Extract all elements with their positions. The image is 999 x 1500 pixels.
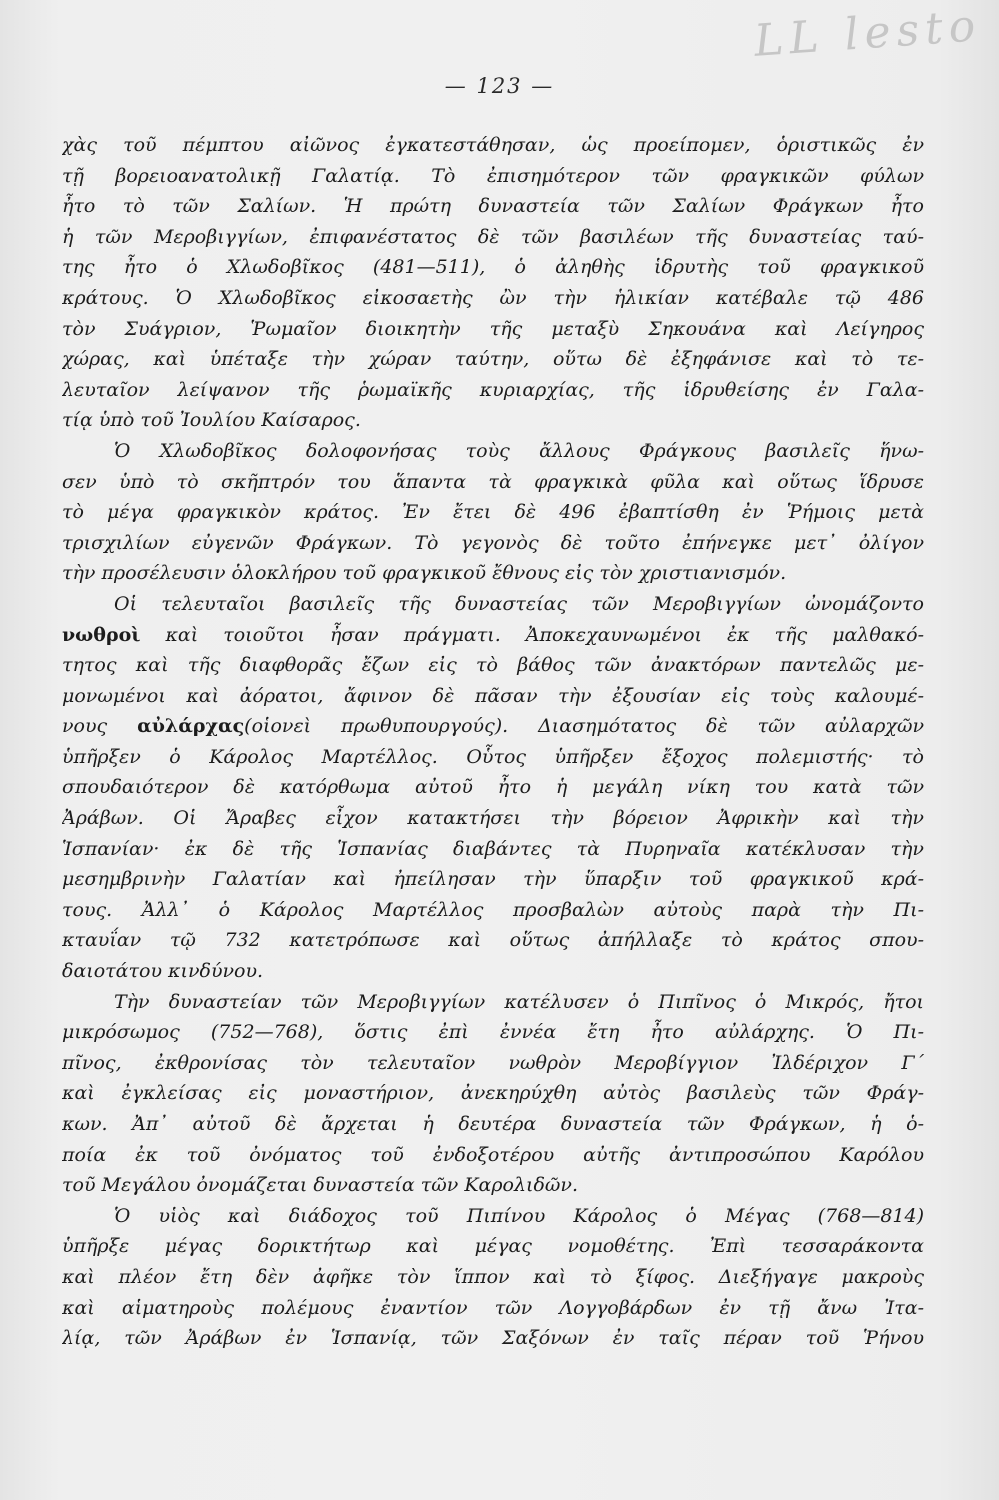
text-line: ποία ἐκ τοῦ ὀνόματος τοῦ ἐνδοξοτέρου αὐτῆς ἀντιπροσώπου Καρόλου <box>62 1143 924 1166</box>
text-line: τὴν προσέλευσιν ὁλοκλήρου τοῦ φραγκικοῦ ἔθνους εἰς τὸν χριστιανισμόν. <box>62 562 787 585</box>
text-line: χὰς τοῦ πέμπτου αἰῶνος ἐγκατεστάθησαν, ὡς προείπομεν, ὁριστικῶς ἐν <box>62 134 924 156</box>
text-line: μικρόσωμος (752—768), ὅστις ἐπὶ ἐννέα ἔτη ἦτο αὐλάρχης. Ὁ Πι- <box>62 1021 924 1044</box>
text-line: τους. Ἀλλ᾽ ὁ Κάρολος Μαρτέλλος προσβαλὼν αὐτοὺς παρὰ τὴν Πι- <box>62 898 924 921</box>
text-line: Ὁ Χλωδοβῖκος δολοφονήσας τοὺς ἄλλους Φράγκους βασιλεῖς ἥνω- <box>114 439 924 462</box>
text-line: κράτους. Ὁ Χλωδοβῖκος εἰκοσαετὴς ὢν τὴν ἡλικίαν κατέβαλε τῷ 486 <box>62 286 924 309</box>
page-number: — 123 — <box>444 74 555 98</box>
text-line <box>62 711 924 742</box>
text-line: λίᾳ, τῶν Ἀράβων ἐν Ἱσπανίᾳ, τῶν Σαξόνων ἐν ταῖς πέραν τοῦ Ῥήνου <box>62 1327 924 1350</box>
text-line: Τὴν δυναστείαν τῶν Μεροβιγγίων κατέλυσεν ὁ Πιπῖνος ὁ Μικρός, ἤτοι <box>114 990 924 1013</box>
bold-term: αὐλάρχας <box>137 715 245 738</box>
body-text <box>62 130 924 1354</box>
text-line: πῖνος, ἐκθρονίσας τὸν τελευταῖον νωθρὸν Μεροβίγγιον Ἰλδέριχον Γ´ <box>62 1051 924 1074</box>
text-line: τητος καὶ τῆς διαφθορᾶς ἔζων εἰς τὸ βάθος τῶν ἀνακτόρων παντελῶς με- <box>62 654 924 677</box>
bold-term: νωθροὶ <box>62 623 141 646</box>
text-line: Ἀράβων. Οἱ Ἄραβες εἶχον κατακτήσει τὴν βόρειον Ἀφρικὴν καὶ τὴν <box>62 807 924 830</box>
text-line-rest: (οἱονεὶ πρωθυπουργούς). Διασημότατος δὲ τῶν αὐλαρχῶν <box>244 715 924 738</box>
text-line: Ἱσπανίαν· ἐκ δὲ τῆς Ἱσπανίας διαβάντες τὰ Πυρηναῖα κατέκλυσαν τὴν <box>62 837 924 860</box>
text-line: καὶ ἐγκλείσας εἰς μοναστήριον, ἀνεκηρύχθη αὐτὸς βασιλεὺς τῶν Φράγ- <box>62 1082 924 1105</box>
handwritten-annotation: LL lesto <box>752 0 983 67</box>
text-line: τρισχιλίων εὐγενῶν Φράγκων. Τὸ γεγονὸς δὲ τοῦτο ἐπήνεγκε μετ᾽ ὀλίγον <box>62 531 924 554</box>
text-line: καὶ πλέον ἔτη δὲν ἀφῆκε τὸν ἵππον καὶ τὸ ξίφος. Διεξήγαγε μακροὺς <box>62 1265 924 1288</box>
text-line: κταυΐαν τῷ 732 κατετρόπωσε καὶ οὕτως ἀπήλλαξε τὸ κράτος σπου- <box>62 929 924 952</box>
text-line: τίᾳ ὑπὸ τοῦ Ἰουλίου Καίσαρος. <box>62 409 361 432</box>
text-line: ὑπῆρξεν ὁ Κάρολος Μαρτέλλος. Οὗτος ὑπῆρξεν ἔξοχος πολεμιστής· τὸ <box>62 745 924 768</box>
text-line: λευταῖον λείψανον τῆς ῥωμαϊκῆς κυριαρχίας, τῆς ἱδρυθείσης ἐν Γαλα- <box>62 378 924 401</box>
text-line: τὸ μέγα φραγκικὸν κράτος. Ἐν ἔτει δὲ 496 ἐβαπτίσθη ἐν Ῥήμοις μετὰ <box>62 501 924 524</box>
text-line: τὸν Συάγριον, Ῥωμαῖον διοικητὴν τῆς μεταξὺ Σηκουάνα καὶ Λείγηρος <box>62 317 924 340</box>
text-line: κων. Ἀπ᾽ αὐτοῦ δὲ ἄρχεται ἡ δευτέρα δυναστεία τῶν Φράγκων, ἡ ὁ- <box>62 1113 924 1135</box>
text-line: σεν ὑπὸ τὸ σκῆπτρόν του ἅπαντα τὰ φραγκικὰ φῦλα καὶ οὕτως ἵδρυσε <box>62 470 924 493</box>
text-line: μονωμένοι καὶ ἀόρατοι, ἄφινον δὲ πᾶσαν τὴν ἐξουσίαν εἰς τοὺς καλουμέ- <box>62 684 924 707</box>
text-line: ἡ τῶν Μεροβιγγίων, ἐπιφανέστατος δὲ τῶν βασιλέων τῆς δυναστείας ταύ- <box>62 225 924 248</box>
text-line: μεσημβρινὴν Γαλατίαν καὶ ἠπείλησαν τὴν ὕπαρξιν τοῦ φραγκικοῦ κρά- <box>62 868 924 891</box>
text-line: Οἱ τελευταῖοι βασιλεῖς τῆς δυναστείας τῶν Μεροβιγγίων ὠνομάζοντο <box>114 592 924 615</box>
text-line: καὶ αἱματηροὺς πολέμους ἐναντίον τῶν Λογγοβάρδων ἐν τῇ ἄνω Ἰτα- <box>62 1296 924 1319</box>
text-line: ἦτο τὸ τῶν Σαλίων. Ἡ πρώτη δυναστεία τῶν Σαλίων Φράγκων ἦτο <box>62 195 924 218</box>
text-line: τῇ βορειοανατολικῇ Γαλατίᾳ. Τὸ ἐπισημότερον τῶν φραγκικῶν φύλων <box>62 164 924 187</box>
text-line-prefix: νους <box>62 715 138 738</box>
text-line: τοῦ Μεγάλου ὀνομάζεται δυναστεία τῶν Καρολιδῶν. <box>62 1174 578 1197</box>
text-line: χώρας, καὶ ὑπέταξε τὴν χώραν ταύτην, οὕτω δὲ ἐξηφάνισε καὶ τὸ τε- <box>62 348 924 371</box>
text-line: δαιοτάτου κινδύνου. <box>62 960 264 983</box>
text-line <box>62 620 924 651</box>
text-line: Ὁ υἱὸς καὶ διάδοχος τοῦ Πιπίνου Κάρολος ὁ Μέγας (768—814) <box>114 1204 924 1227</box>
text-line: ὑπῆρξε μέγας δορικτήτωρ καὶ μέγας νομοθέτης. Ἐπὶ τεσσαράκοντα <box>62 1235 924 1258</box>
text-line: της ἦτο ὁ Χλωδοβῖκος (481—511), ὁ ἀληθὴς ἱδρυτὴς τοῦ φραγκικοῦ <box>62 256 924 279</box>
text-line: σπουδαιότερον δὲ κατόρθωμα αὐτοῦ ἦτο ἡ μεγάλη νίκη του κατὰ τῶν <box>62 776 924 799</box>
text-line-rest: καὶ τοιοῦτοι ἦσαν πράγματι. Ἀποκεχαυνωμένοι ἐκ τῆς μαλθακό- <box>140 623 924 646</box>
